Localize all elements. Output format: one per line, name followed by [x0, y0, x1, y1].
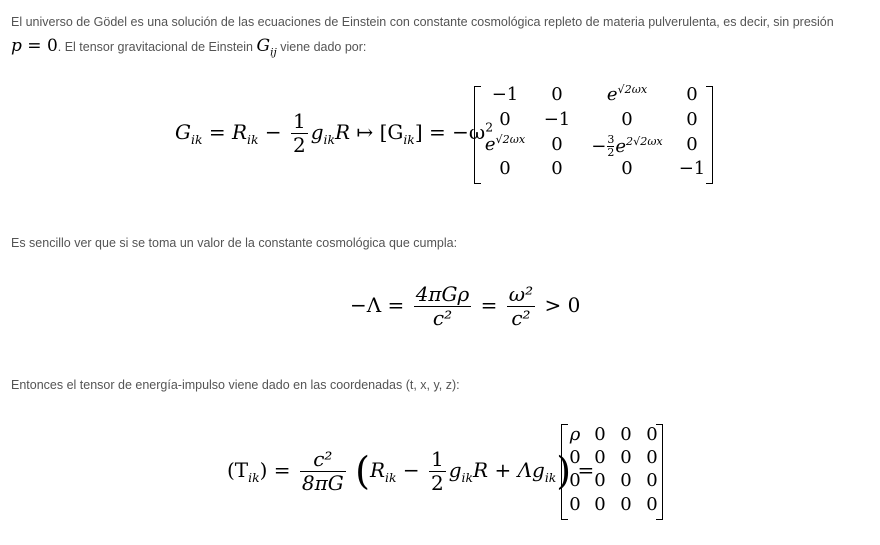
matrix2-cell: 0 [594, 470, 606, 491]
inline-G: G [256, 36, 271, 56]
matrix2-cell: 0 [569, 447, 581, 468]
inline-G-sub: ij [270, 46, 277, 59]
cosmological-constant-equation: −Λ = $\frac{\text{4πGρ}}{\text{c²}}$ = $\frac{\text{ω²}}{\text{c²}}$ > 0 [350, 282, 581, 330]
paragraph-1-line-2 [11, 36, 366, 58]
matrix2-cell: 0 [569, 470, 581, 491]
paragraph-3: Entonces el tensor de energía-impulso viene dado en las coordenadas (t, x, y, z): [11, 378, 460, 392]
matrix1-cell: 0 [686, 84, 698, 105]
matrix2-cell: 0 [620, 470, 632, 491]
matrix1-cell: 0 [551, 84, 563, 105]
matrix1-cell: $e^{√2\omega x}$ [606, 83, 648, 105]
matrix1-cell: 0 [686, 134, 698, 155]
matrix2-cell: 0 [646, 494, 658, 515]
matrix1-cell: −1 [678, 158, 706, 179]
inline-p: p [11, 36, 22, 56]
eq1-G: G [175, 120, 191, 144]
matrix1-cell: 0 [499, 109, 511, 130]
matrix1-cell: 0 [551, 158, 563, 179]
matrix2-cell: ρ [569, 424, 581, 445]
paragraph-1-text-b: viene dado por: [280, 40, 367, 54]
matrix1-cell: 0 [499, 158, 511, 179]
matrix2-cell: 0 [646, 424, 658, 445]
paragraph-2: Es sencillo ver que si se toma un valor de la constante cosmológica que cumpla: [11, 236, 458, 250]
matrix2-cell: 0 [646, 447, 658, 468]
right-paren: ) [556, 449, 572, 493]
inline-equals-zero: = 0 [21, 36, 58, 56]
paragraph-1-line-1: El universo de Gödel es una solución de las ecuaciones de Einstein con constante cosmológica repleto de materia pulverulenta, es decir, sin presión [11, 15, 834, 29]
matrix1-cell: −1 [491, 84, 519, 105]
energy-tensor-equation: $(T_{ik})$ = $\frac{\text{c²}}{8\pi G}$ ($R_{ik}$ − $\frac{1}{2}$ $g_{ik}R + \Lambda g_{ik}$) = [227, 447, 595, 495]
matrix2-cell: 0 [646, 470, 658, 491]
matrix1-cell: − $\frac{3}{2}$ $e^{2√2\omega x}$ [591, 133, 663, 160]
matrix1-cell: 0 [686, 109, 698, 130]
matrix2-cell: 0 [594, 494, 606, 515]
matrix2-cell: 0 [594, 447, 606, 468]
matrix2-cell: 0 [620, 424, 632, 445]
matrix1-cell: 0 [621, 158, 633, 179]
einstein-tensor-equation: $G_{ik} = R_{ik}$ − $\frac{1}{2}$ $g_{ik}R$ ↦ $[G_{ik}] = -\omega^2$ [175, 109, 494, 157]
matrix2-cell: 0 [594, 424, 606, 445]
matrix1-cell: −1 [543, 109, 571, 130]
matrix1-cell: 0 [621, 109, 633, 130]
matrix2-cell: 0 [569, 494, 581, 515]
matrix2-cell: 0 [620, 447, 632, 468]
matrix1-cell: 0 [551, 134, 563, 155]
matrix2-cell: 0 [620, 494, 632, 515]
eq1-half: $\frac{1}{2}$ [292, 109, 306, 157]
paragraph-1-text-a: . El tensor gravitacional de Einstein [57, 40, 254, 54]
left-paren: ( [355, 449, 370, 493]
matrix1-cell: $e^{√2\omega x}$ [484, 133, 526, 155]
